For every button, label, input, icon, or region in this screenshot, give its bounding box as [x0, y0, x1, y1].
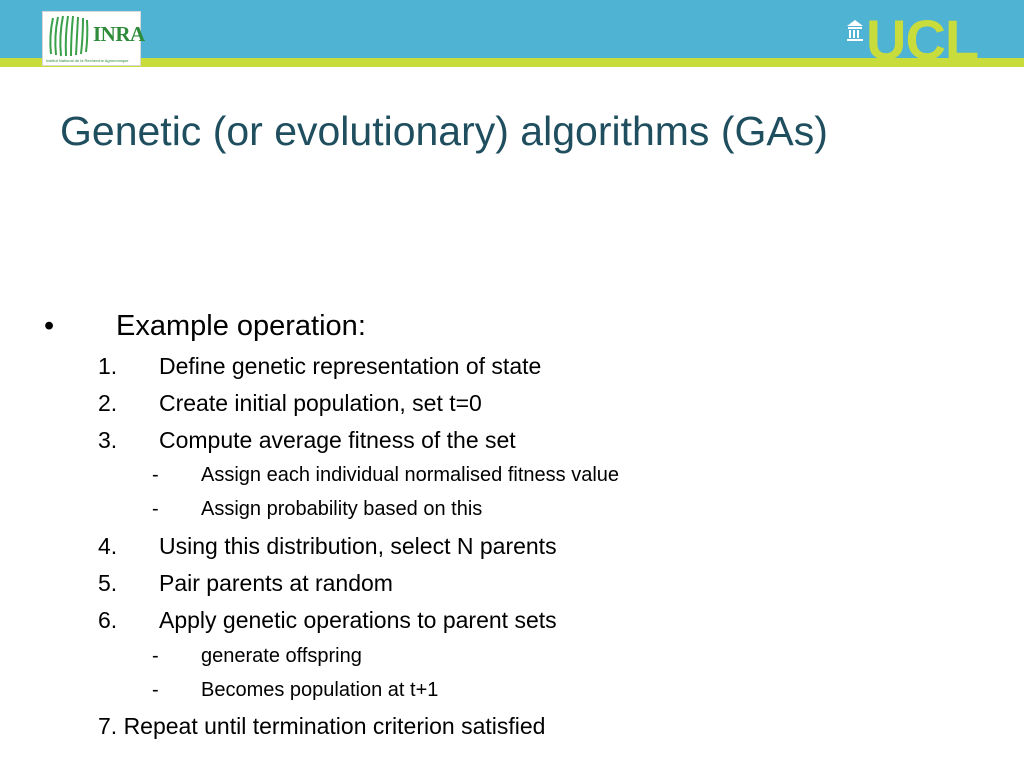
bullet-heading: Example operation: [116, 310, 366, 342]
step-number: 1. [98, 353, 118, 379]
sub-bullet-text: Becomes population at t+1 [201, 679, 439, 701]
sub-bullet-dash: - [152, 464, 159, 486]
ucl-logo-text: UCL [866, 8, 979, 71]
step-text: Using this distribution, select N parents [159, 533, 557, 559]
sub-bullet-text: generate offspring [201, 645, 362, 667]
step-number: 2. [98, 390, 118, 416]
step-number: 6. [98, 607, 118, 633]
slide-title: Genetic (or evolutionary) algorithms (GAs) [60, 108, 828, 154]
sub-bullet-dash: - [152, 679, 159, 701]
step-number: 5. [98, 570, 118, 596]
inra-logo-caption: Institut National de la Recherche Agronomique [46, 58, 129, 63]
bullet-marker: • [44, 310, 55, 342]
inra-logo [42, 11, 145, 66]
inra-wheat-icon [45, 14, 91, 58]
step-text: Compute average fitness of the set [159, 427, 516, 453]
step-text: Apply genetic operations to parent sets [159, 607, 557, 633]
step-number: 4. [98, 533, 118, 559]
sub-bullet-dash: - [152, 645, 159, 667]
ucl-portico-icon [846, 20, 864, 42]
step-text: Define genetic representation of state [159, 353, 542, 379]
ucl-logo [846, 8, 996, 71]
step-text: Create initial population, set t=0 [159, 390, 482, 416]
sub-bullet-text: Assign each individual normalised fitness value [201, 464, 620, 486]
sub-bullet-text: Assign probability based on this [201, 498, 483, 520]
sub-bullet-dash: - [152, 498, 159, 520]
final-step: 7. Repeat until termination criterion satisfied [98, 713, 546, 739]
step-number: 3. [98, 427, 118, 453]
step-text: Pair parents at random [159, 570, 393, 596]
inra-logo-text: INRA [93, 22, 145, 46]
